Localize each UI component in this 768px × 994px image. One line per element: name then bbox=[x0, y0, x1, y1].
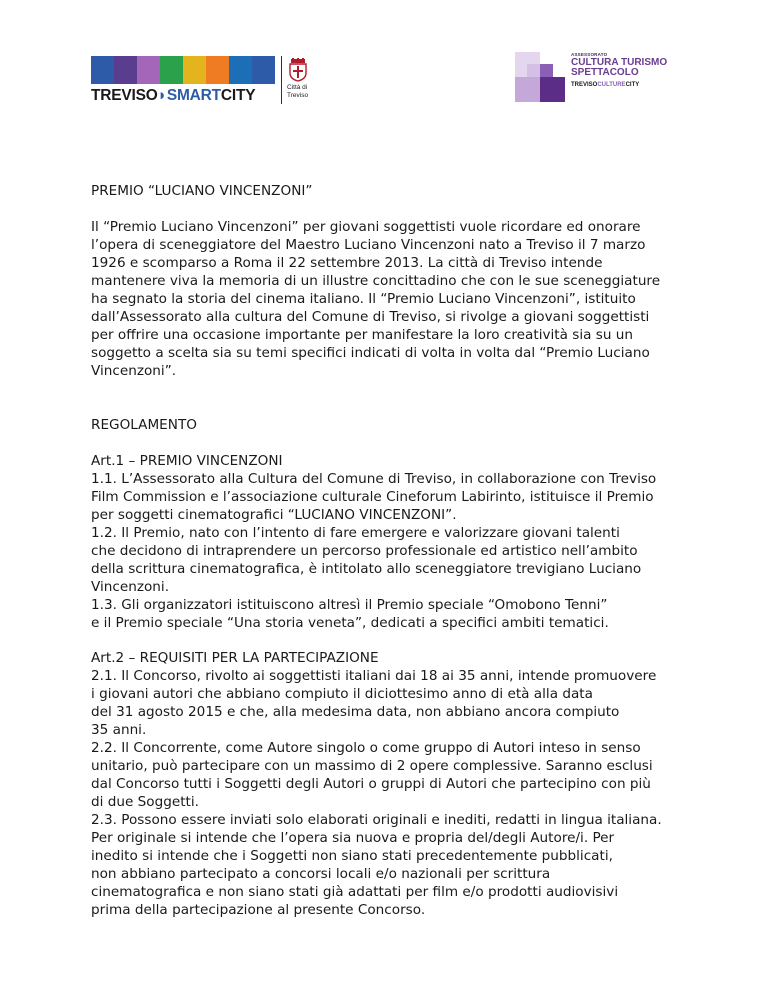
tag-suffix: CITY bbox=[625, 82, 640, 88]
text-line: di due Soggetti. bbox=[91, 794, 199, 810]
cultura-turismo-label: CULTURA TURISMO bbox=[571, 57, 668, 68]
text-line: l’opera di sceneggiatore del Maestro Luciano Vincenzoni nato a Treviso il 7 marzo bbox=[91, 237, 646, 253]
smartcity-wordmark bbox=[91, 87, 255, 105]
text-line: Vincenzoni. bbox=[91, 579, 170, 595]
text-line: 1.3. Gli organizzatori istituiscono altresì il Premio speciale “Omobono Tenni” bbox=[91, 597, 608, 613]
text-line: unitario, può partecipare con un massimo di 2 opere complessive. Saranno esclusi bbox=[91, 758, 653, 774]
city-label-line2: Treviso bbox=[287, 92, 309, 99]
text-line: Film Commission e l’associazione culturale Cineforum Labirinto, istituisce il Premio bbox=[91, 489, 654, 505]
city-crest-icon bbox=[287, 58, 309, 82]
text-line: Art.1 – PREMIO VINCENZONI bbox=[91, 453, 283, 469]
cultura-turismo-logo bbox=[515, 52, 685, 102]
brand-middle: SMART bbox=[166, 87, 221, 104]
text-line: della scrittura cinematografica, è intitolato allo sceneggiatore trevigiano Luciano bbox=[91, 561, 642, 577]
text-line: non abbiano partecipato a concorsi locali e/o nazionali per scrittura bbox=[91, 866, 551, 882]
purple-grid-icon bbox=[515, 52, 565, 102]
logo-divider bbox=[281, 56, 282, 104]
text-line: Art.2 – REQUISITI PER LA PARTECIPAZIONE bbox=[91, 650, 379, 666]
tag-prefix: TREVISO bbox=[571, 82, 598, 88]
regolamento-heading: REGOLAMENTO bbox=[91, 417, 197, 433]
color-strip-block bbox=[206, 56, 229, 84]
brand-d-glyph-icon: ◗ bbox=[157, 87, 167, 104]
tag-middle: CULTURE bbox=[597, 82, 626, 88]
text-line: Vincenzoni”. bbox=[91, 363, 177, 379]
text-line: inedito si intende che i Soggetti non siano stati precedentemente pubblicati, bbox=[91, 848, 613, 864]
color-strip-block bbox=[114, 56, 137, 84]
treviso-culturecity-label bbox=[571, 82, 639, 88]
text-line: 1926 e scomparso a Roma il 22 settembre 2013. La città di Treviso intende bbox=[91, 255, 603, 271]
color-strip-block bbox=[229, 56, 252, 84]
text-line: 2.2. Il Concorrente, come Autore singolo o come gruppo di Autori inteso in senso bbox=[91, 740, 641, 756]
color-strip bbox=[91, 56, 275, 84]
text-line: Il “Premio Luciano Vincenzoni” per giovani soggettisti vuole ricordare ed onorare bbox=[91, 219, 641, 235]
text-line: 2.3. Possono essere inviati solo elaborati originali e inediti, redatti in lingua italiana. bbox=[91, 812, 662, 828]
article-1 bbox=[91, 452, 691, 632]
text-line: 1.2. Il Premio, nato con l’intento di fare emergere e valorizzare giovani talenti bbox=[91, 525, 620, 541]
article-2 bbox=[91, 649, 691, 919]
text-line: Per originale si intende che l’opera sia nuova e propria del/degli Autore/i. Per bbox=[91, 830, 615, 846]
text-line: che decidono di intraprendere un percorso professionale ed artistico nell’ambito bbox=[91, 543, 638, 559]
citta-di-treviso-label bbox=[287, 84, 308, 100]
text-line: dall’Assessorato alla cultura del Comune di Treviso, si rivolge a giovani soggettisti bbox=[91, 309, 650, 325]
text-line: cinematografica e non siano stati già adattati per film e/o prodotti audiovisivi bbox=[91, 884, 619, 900]
city-label-line1: Città di bbox=[287, 84, 308, 91]
color-strip-block bbox=[160, 56, 183, 84]
text-line: soggetto a scelta sia su temi specifici indicati di volta in volta dal “Premio Luciano bbox=[91, 345, 650, 361]
color-strip-block bbox=[252, 56, 275, 84]
text-line: ha segnato la storia del cinema italiano. Il “Premio Luciano Vincenzoni”, istituito bbox=[91, 291, 636, 307]
text-line: 35 anni. bbox=[91, 722, 147, 738]
text-line: dal Concorso tutti i Soggetti degli Autori o gruppi di Autori che partecipino con più bbox=[91, 776, 651, 792]
brand-prefix: TREVISO bbox=[91, 87, 158, 104]
text-line: prima della partecipazione al presente Concorso. bbox=[91, 902, 426, 918]
document-body bbox=[91, 182, 691, 936]
text-line: 1.1. L’Assessorato alla Cultura del Comune di Treviso, in collaborazione con Treviso bbox=[91, 471, 657, 487]
assessorato-label: ASSESSORATO bbox=[571, 52, 608, 57]
text-line: e il Premio speciale “Una storia veneta”, dedicati a specifici ambiti tematici. bbox=[91, 615, 609, 631]
text-line: per soggetti cinematografici “LUCIANO VINCENZONI”. bbox=[91, 507, 457, 523]
color-strip-block bbox=[183, 56, 206, 84]
spettacolo-label: SPETTACOLO bbox=[571, 67, 639, 78]
intro-paragraph bbox=[91, 218, 691, 380]
text-line: i giovani autori che abbiano compiuto il diciottesimo anno di età alla data bbox=[91, 686, 593, 702]
color-strip-block bbox=[91, 56, 114, 84]
text-line: mantenere viva la memoria di un illustre concittadino che con le sue sceneggiature bbox=[91, 273, 661, 289]
text-line: per offrire una occasione importante per manifestare la loro creatività sia su un bbox=[91, 327, 634, 343]
treviso-smartcity-logo bbox=[91, 56, 331, 104]
text-line: del 31 agosto 2015 e che, alla medesima data, non abbiano ancora compiuto bbox=[91, 704, 620, 720]
document-title: PREMIO “LUCIANO VINCENZONI” bbox=[91, 183, 313, 199]
brand-suffix: CITY bbox=[220, 87, 256, 104]
text-line: 2.1. Il Concorso, rivolto ai soggettisti italiani dai 18 ai 35 anni, intende promuovere bbox=[91, 668, 657, 684]
color-strip-block bbox=[137, 56, 160, 84]
